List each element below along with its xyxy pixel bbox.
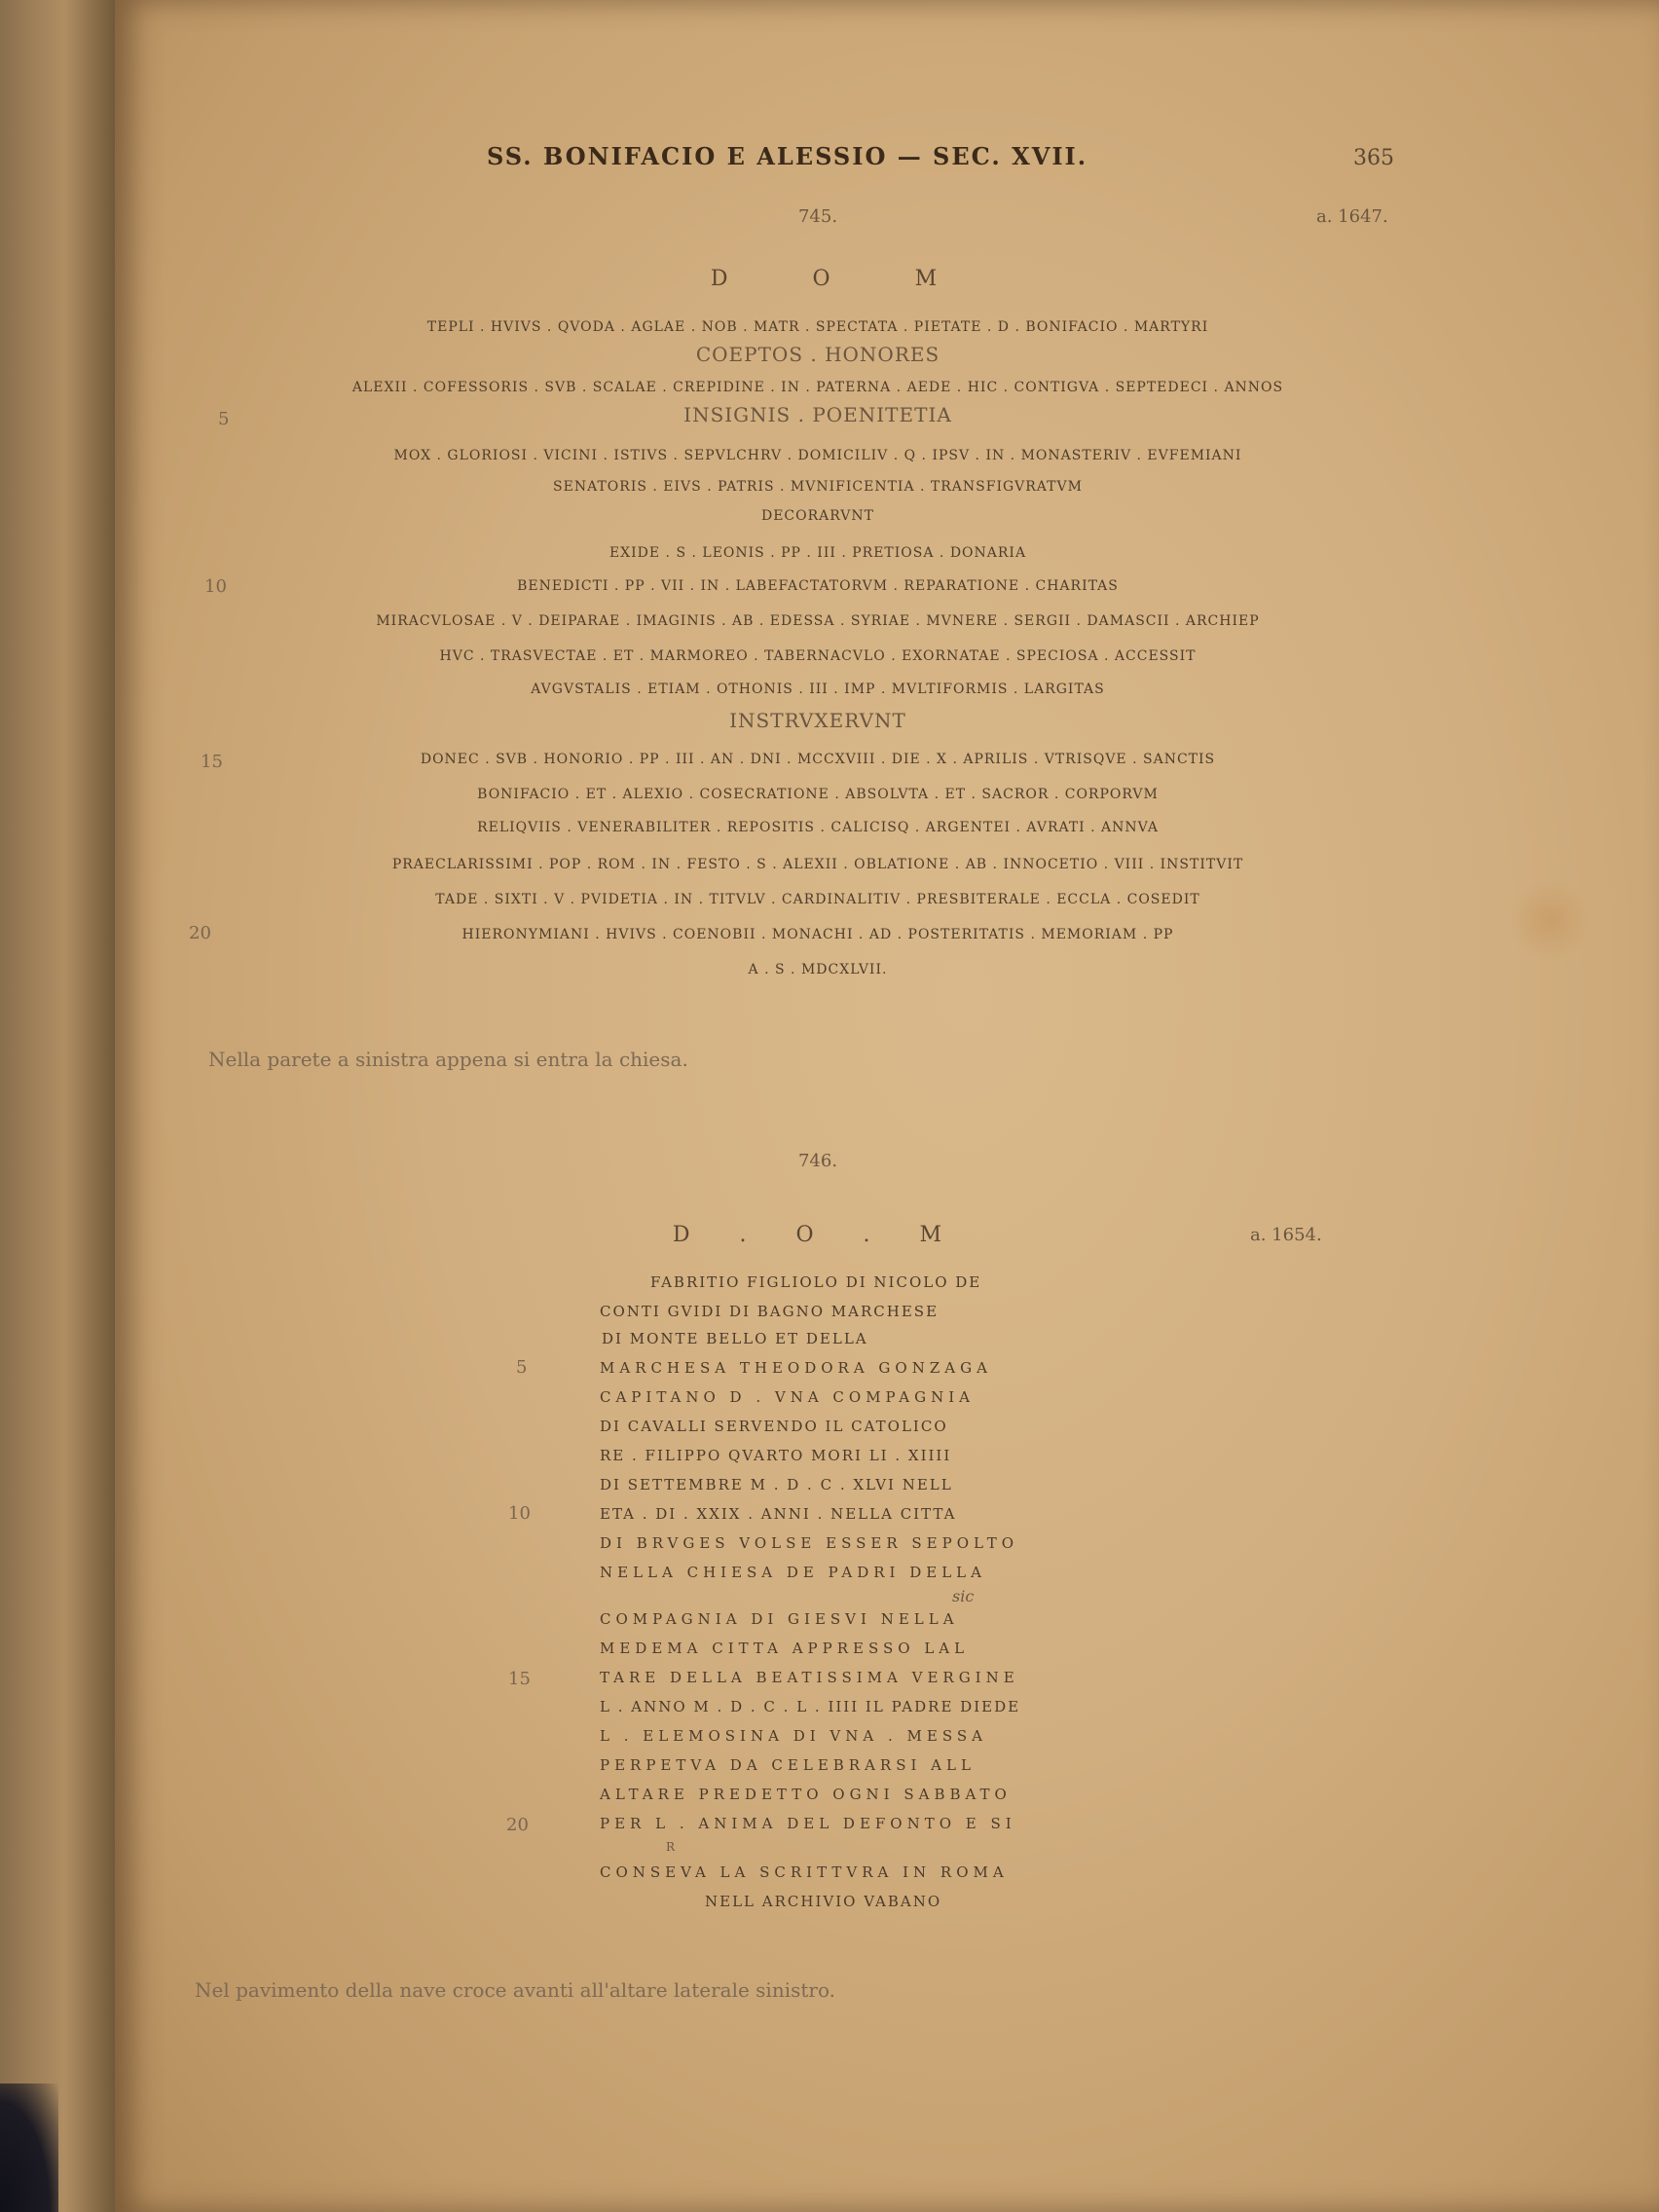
inscription-line: ALEXII . COFESSORIS . SVB . SCALAE . CREPIDINE . IN . PATERNA . AEDE . HIC . CONTIGVA . SEPTEDECI . ANNOS bbox=[351, 380, 1284, 395]
inscription-line: NELL ARCHIVIO VABANO bbox=[705, 1893, 942, 1910]
inscription-line: HVC . TRASVECTAE . ET . MARMOREO . TABERNACVLO . EXORNATAE . SPECIOSA . ACCESSIT bbox=[439, 648, 1197, 664]
line-marker-5: 5 bbox=[218, 409, 230, 429]
inscription-line: COMPAGNIA DI GIESVI NELLA bbox=[600, 1610, 959, 1628]
line-marker-5: 5 bbox=[516, 1357, 528, 1378]
line-marker-20: 20 bbox=[506, 1815, 529, 1835]
inscription-line: CAPITANO D . VNA COMPAGNIA bbox=[600, 1388, 975, 1406]
page-stain bbox=[1507, 881, 1595, 959]
inscription-line: MARCHESA THEODORA GONZAGA bbox=[600, 1359, 992, 1377]
running-header: SS. BONIFACIO E ALESSIO — SEC. XVII. bbox=[487, 142, 1088, 170]
page-number: 365 bbox=[1353, 146, 1394, 170]
inscription-line: MEDEMA CITTA APPRESSO LAL bbox=[600, 1640, 970, 1657]
inscription-line: BENEDICTI . PP . VII . IN . LABEFACTATORVM . REPARATIONE . CHARITAS bbox=[517, 578, 1119, 594]
inscription-line: PERPETVA DA CELEBRARSI ALL bbox=[600, 1756, 976, 1774]
inscription-line: PRAECLARISSIMI . POP . ROM . IN . FESTO . S . ALEXII . OBLATIONE . AB . INNOCETIO . VIII . INSTITVIT bbox=[391, 857, 1244, 872]
line-marker-10: 10 bbox=[204, 576, 227, 597]
inscription-line: MIRACVLOSAE . V . DEIPARAE . IMAGINIS . AB . EDESSA . SYRIAE . MVNERE . SERGII . DAMASCII . ARCHIEP bbox=[376, 613, 1260, 629]
dom-heading-746: D . O . M bbox=[672, 1223, 964, 1247]
inscription-line: TARE DELLA BEATISSIMA VERGINE bbox=[600, 1669, 1019, 1686]
inscription-year-746: a. 1654. bbox=[1250, 1225, 1322, 1245]
line-marker-10: 10 bbox=[508, 1503, 531, 1524]
inscription-line: INSIGNIS . POENITETIA bbox=[683, 403, 952, 426]
location-note-745: Nella parete a sinistra appena si entra la chiesa. bbox=[208, 1048, 688, 1071]
inscription-line: CONSEVA LA SCRITTVRA IN ROMA bbox=[600, 1863, 1009, 1881]
inscription-line: DI MONTE BELLO ET DELLA bbox=[602, 1330, 868, 1347]
inscription-line: AVGVSTALIS . ETIAM . OTHONIS . III . IMP . MVLTIFORMIS . LARGITAS bbox=[531, 682, 1105, 697]
location-note-746: Nel pavimento della nave croce avanti all'altare laterale sinistro. bbox=[195, 1978, 836, 2002]
inscription-line: RE . FILIPPO QVARTO MORI LI . XIIII bbox=[600, 1447, 952, 1464]
inscription-line: DI BRVGES VOLSE ESSER SEPOLTO bbox=[600, 1534, 1019, 1552]
line-marker-20: 20 bbox=[189, 923, 211, 943]
line-marker-15: 15 bbox=[201, 752, 223, 772]
inscription-line: DI CAVALLI SERVENDO IL CATOLICO bbox=[600, 1418, 948, 1435]
inscription-number-746: 746. bbox=[797, 1151, 838, 1171]
inscription-line: INSTRVXERVNT bbox=[729, 709, 906, 732]
inscription-line: DONEC . SVB . HONORIO . PP . III . AN . DNI . MCCXVIII . DIE . X . APRILIS . VTRISQVE . SANCTIS bbox=[420, 752, 1216, 767]
inscription-line: FABRITIO FIGLIOLO DI NICOLO DE bbox=[650, 1273, 982, 1291]
inscription-line: L . ELEMOSINA DI VNA . MESSA bbox=[600, 1727, 987, 1745]
page-corner-shadow bbox=[0, 2083, 58, 2212]
inscription-line: CONTI GVIDI DI BAGNO MARCHESE bbox=[600, 1303, 940, 1320]
inscription-line: COEPTOS . HONORES bbox=[695, 343, 940, 366]
inscription-line: SENATORIS . EIVS . PATRIS . MVNIFICENTIA . TRANSFIGVRATVM bbox=[553, 479, 1083, 495]
superscript-mark: R bbox=[666, 1840, 676, 1854]
inscription-line: ALTARE PREDETTO OGNI SABBATO bbox=[600, 1786, 1012, 1803]
line-marker-15: 15 bbox=[508, 1669, 531, 1689]
inscription-line: MOX . GLORIOSI . VICINI . ISTIVS . SEPVLCHRV . DOMICILIV . Q . IPSV . IN . MONASTERIV . EVFEMIANI bbox=[393, 448, 1242, 463]
inscription-line: DI SETTEMBRE M . D . C . XLVI NELL bbox=[600, 1476, 953, 1493]
inscription-line: TADE . SIXTI . V . PVIDETIA . IN . TITVLV . CARDINALITIV . PRESBITERALE . ECCLA . COSEDIT bbox=[435, 892, 1200, 907]
inscription-line: L . ANNO M . D . C . L . IIII IL PADRE DIEDE bbox=[600, 1698, 1021, 1715]
inscription-line: DECORARVNT bbox=[760, 508, 875, 524]
inscription-line: PER L . ANIMA DEL DEFONTO E SI bbox=[600, 1815, 1016, 1832]
inscription-line: NELLA CHIESA DE PADRI DELLA bbox=[600, 1564, 986, 1581]
inscription-line: HIERONYMIANI . HVIVS . COENOBII . MONACHI . AD . POSTERITATIS . MEMORIAM . PP bbox=[461, 927, 1174, 942]
sic-annotation: sic bbox=[952, 1587, 975, 1605]
facing-page-edge bbox=[0, 0, 117, 2212]
dom-heading-745: D O M bbox=[710, 267, 977, 291]
inscription-number-745: 745. bbox=[797, 206, 838, 227]
inscription-line: EXIDE . S . LEONIS . PP . III . PRETIOSA . DONARIA bbox=[608, 545, 1027, 561]
inscription-line: TEPLI . HVIVS . QVODA . AGLAE . NOB . MATR . SPECTATA . PIETATE . D . BONIFACIO . MARTYRI bbox=[426, 319, 1209, 335]
inscription-line: A . S . MDCXLVII. bbox=[748, 962, 888, 977]
inscription-line: ETA . DI . XXIX . ANNI . NELLA CITTA bbox=[600, 1505, 957, 1523]
inscription-line: BONIFACIO . ET . ALEXIO . COSECRATIONE . ABSOLVTA . ET . SACROR . CORPORVM bbox=[477, 787, 1159, 802]
inscription-year-745: a. 1647. bbox=[1316, 206, 1388, 227]
inscription-line: RELIQVIIS . VENERABILITER . REPOSITIS . CALICISQ . ARGENTEI . AVRATI . ANNVA bbox=[477, 820, 1159, 835]
